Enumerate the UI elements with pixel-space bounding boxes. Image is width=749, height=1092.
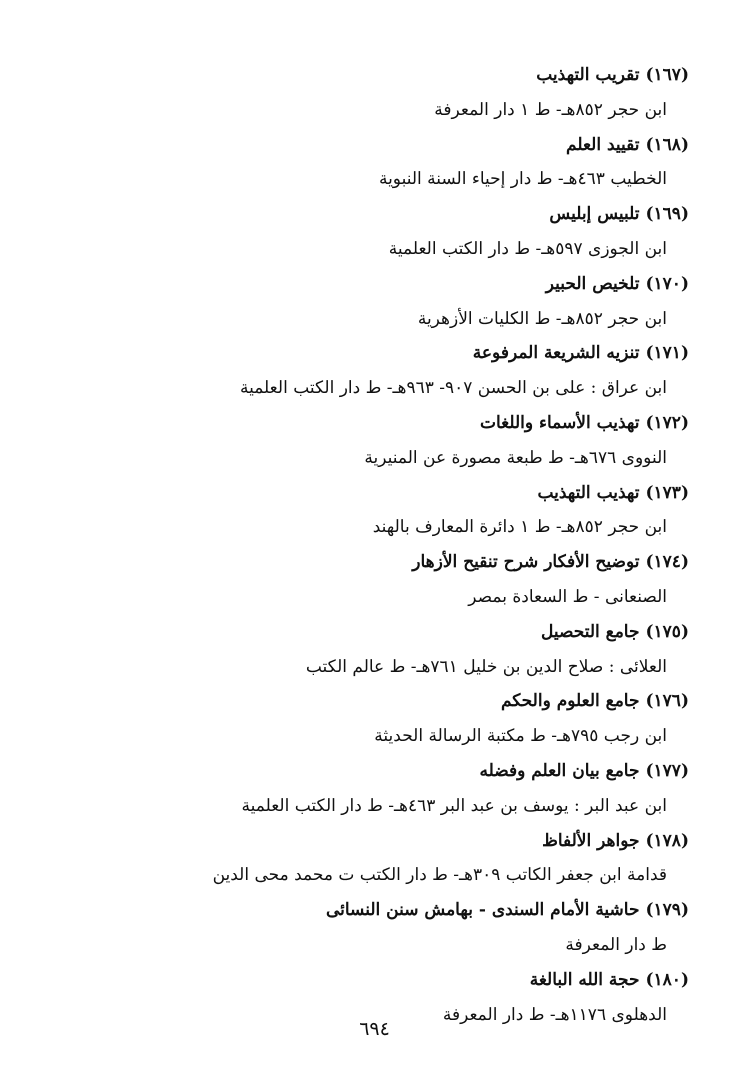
entry-title-row	[49, 684, 689, 719]
entry-number: (١٦٨)	[645, 134, 689, 155]
entry-title-row	[49, 197, 689, 232]
entry-number: (١٧٦)	[645, 691, 689, 712]
entry-detail: الصنعانى - ط السعادة بمصر	[468, 586, 667, 607]
entry-title-row	[49, 963, 689, 998]
entry-title: جامع العلوم والحكم	[500, 691, 640, 712]
entry-title-row	[49, 267, 689, 302]
entry-detail: ابن رجب ٧٩٥هـ- ط مكتبة الرسالة الحديثة	[374, 726, 667, 747]
entry-detail: الدهلوى ١١٧٦هـ- ط دار المعرفة	[442, 1004, 667, 1025]
entry-title-row	[49, 545, 689, 580]
entry-title-row	[49, 615, 689, 650]
entry-title-row	[49, 754, 689, 789]
entry-number: (١٧١)	[645, 343, 689, 364]
entry-number: (١٧٤)	[645, 552, 689, 573]
entry-number: (١٦٧)	[645, 65, 689, 85]
entry-detail: ابن الجوزى ٥٩٧هـ- ط دار الكتب العلمية	[388, 238, 667, 259]
entry-detail: ابن حجر ٨٥٢هـ- ط ١ دار المعرفة	[434, 99, 667, 120]
bibliography-list	[49, 58, 689, 1032]
entry-detail: الخطيب ٤٦٣هـ- ط دار إحياء السنة النبوية	[378, 169, 667, 190]
entry-detail: ط دار المعرفة	[565, 934, 667, 955]
entry-title-row	[49, 824, 689, 859]
entry-title-row	[49, 128, 689, 163]
entry-title-row	[49, 58, 689, 93]
entry-title: تقييد العلم	[566, 134, 640, 155]
entry-number: (١٧٨)	[645, 830, 689, 851]
entry-title: تلبيس إبليس	[549, 204, 640, 225]
entry-number: (١٧٠)	[645, 273, 689, 294]
entry-title: جامع بيان العلم وفضله	[479, 760, 640, 781]
entry-title: حاشية الأمام السندى - بهامش سنن النسائى	[325, 900, 640, 921]
entry-detail: ابن حجر ٨٥٢هـ- ط ١ دائرة المعارف بالهند	[372, 517, 667, 538]
entry-number: (١٧٢)	[645, 412, 689, 433]
entry-title: تهذيب التهذيب	[537, 482, 640, 503]
entry-detail: قدامة ابن جعفر الكاتب ٣٠٩هـ- ط دار الكتب ت محمد محى الدين	[212, 865, 667, 886]
entry-detail: ابن عراق : على بن الحسن ٩٠٧- ٩٦٣هـ- ط دار الكتب العلمية	[239, 378, 667, 399]
entry-title: تلخيص الحبير	[545, 273, 640, 294]
entry-detail: ابن عبد البر : يوسف بن عبد البر ٤٦٣هـ- ط دار الكتب العلمية	[241, 795, 667, 816]
entry-title-row	[49, 406, 689, 441]
entry-detail: ابن حجر ٨٥٢هـ- ط الكليات الأزهرية	[417, 308, 667, 329]
entry-number: (١٧٥)	[645, 621, 689, 642]
entry-title: جواهر الألفاظ	[542, 830, 640, 851]
entry-detail: النووى ٦٧٦هـ- ط طبعة مصورة عن المنيرية	[364, 447, 667, 468]
entry-number: (١٧٩)	[645, 900, 689, 921]
entry-title: تهذيب الأسماء واللغات	[479, 412, 640, 433]
entry-title: تقريب التهذيب	[536, 65, 640, 85]
entry-title: تنزيه الشريعة المرفوعة	[472, 343, 640, 364]
entry-detail: العلائى : صلاح الدين بن خليل ٧٦١هـ- ط عالم الكتب	[305, 656, 667, 677]
page-number: ٦٩٤	[359, 1018, 390, 1040]
entry-title-row	[49, 476, 689, 511]
entry-title: توضيح الأفكار شرح تنقيح الأزهار	[412, 552, 640, 573]
entry-title-row	[49, 336, 689, 371]
entry-title: جامع التحصيل	[540, 621, 640, 642]
entry-number: (١٨٠)	[645, 969, 689, 990]
entry-title: حجة الله البالغة	[529, 969, 640, 990]
entry-number: (١٧٣)	[645, 482, 689, 503]
entry-title-row	[49, 893, 689, 928]
entry-number: (١٦٩)	[645, 204, 689, 225]
entry-number: (١٧٧)	[645, 760, 689, 781]
